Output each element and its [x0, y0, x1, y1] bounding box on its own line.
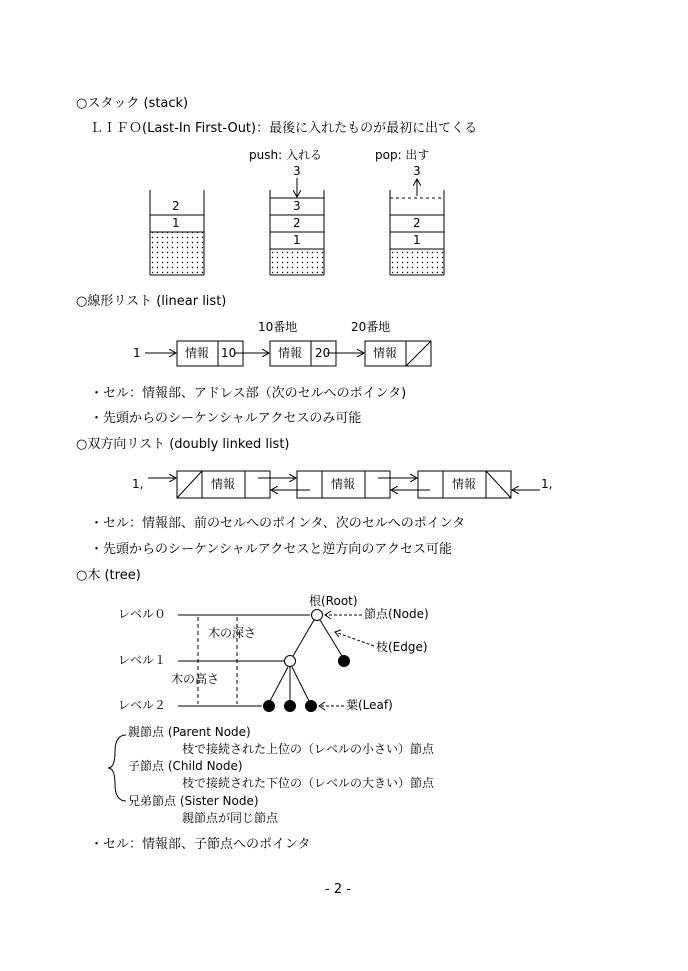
- doubly-bullet-1: ・セル：情報部、前のセルへのポインタ、次のセルへのポインタ: [90, 516, 466, 531]
- parent-node-desc: 枝で接続された上位の（レベルの小さい）節点: [182, 742, 435, 756]
- root-label: 根(Root): [309, 594, 358, 608]
- stack1-cell: 2: [172, 199, 180, 213]
- level-1-label: レベル１: [118, 653, 167, 667]
- doubly-heading: ○双方向リスト (doubly linked list): [76, 437, 290, 452]
- cell-info: 情報: [211, 477, 236, 491]
- tree-bullet: ・セル：情報部、子節点へのポインタ: [90, 837, 311, 852]
- address-20: 20番地: [351, 320, 391, 334]
- tree-heading: ○木 (tree): [76, 568, 141, 583]
- pop-value: 3: [413, 164, 421, 178]
- cell-info: 情報: [452, 477, 477, 491]
- push-value: 3: [293, 164, 301, 178]
- sister-node-term: 兄弟節点 (Sister Node): [128, 794, 259, 808]
- cell-info: 情報: [331, 477, 356, 491]
- linear-start-pointer: 1: [133, 346, 141, 360]
- cell-address: 20: [315, 346, 331, 360]
- stack1-cell: 1: [172, 216, 180, 230]
- level-0-label: レベル０: [118, 607, 167, 621]
- linear-bullet-2: ・先頭からのシーケンシャルアクセスのみ可能: [90, 411, 362, 426]
- stack3-cell: 1: [413, 233, 421, 247]
- parent-node-term: 親節点 (Parent Node): [128, 725, 251, 739]
- leaf-label: 葉(Leaf): [346, 698, 393, 712]
- lifo-description: ＬＩＦＯ(Last-In First-Out)：最後に入れたものが最初に出てくる: [90, 121, 478, 136]
- stack2-cell: 2: [293, 216, 301, 230]
- node-label: 節点(Node): [364, 607, 429, 621]
- tree-depth-label: 木の深さ: [208, 626, 257, 640]
- doubly-right-mark: 1,: [541, 477, 553, 491]
- child-node-desc: 枝で接続された下位の（レベルの大きい）節点: [182, 776, 435, 790]
- cell-address: 10: [221, 346, 237, 360]
- child-node-term: 子節点 (Child Node): [128, 759, 243, 773]
- push-label: push: 入れる: [249, 148, 322, 162]
- linear-heading: ○線形リスト (linear list): [76, 294, 227, 309]
- cell-info: 情報: [278, 346, 303, 360]
- stack3-cell: 2: [413, 216, 421, 230]
- stack2-cell: 3: [293, 199, 301, 213]
- address-10: 10番地: [258, 320, 298, 334]
- tree-height-label: 木の高さ: [171, 672, 220, 686]
- doubly-left-mark: 1,: [132, 477, 144, 491]
- pop-label: pop: 出す: [375, 148, 430, 162]
- doubly-bullet-2: ・先頭からのシーケンシャルアクセスと逆方向のアクセス可能: [90, 542, 452, 557]
- page-number: - 2 -: [325, 882, 351, 897]
- level-2-label: レベル２: [118, 698, 167, 712]
- sister-node-desc: 親節点が同じ節点: [182, 811, 279, 825]
- cell-info: 情報: [185, 346, 210, 360]
- stack-heading: ○スタック (stack): [76, 96, 189, 111]
- linear-bullet-1: ・セル：情報部、アドレス部（次のセルへのポインタ): [90, 386, 407, 401]
- cell-info: 情報: [373, 346, 398, 360]
- edge-label: 枝(Edge): [376, 640, 428, 654]
- stack2-cell: 1: [293, 233, 301, 247]
